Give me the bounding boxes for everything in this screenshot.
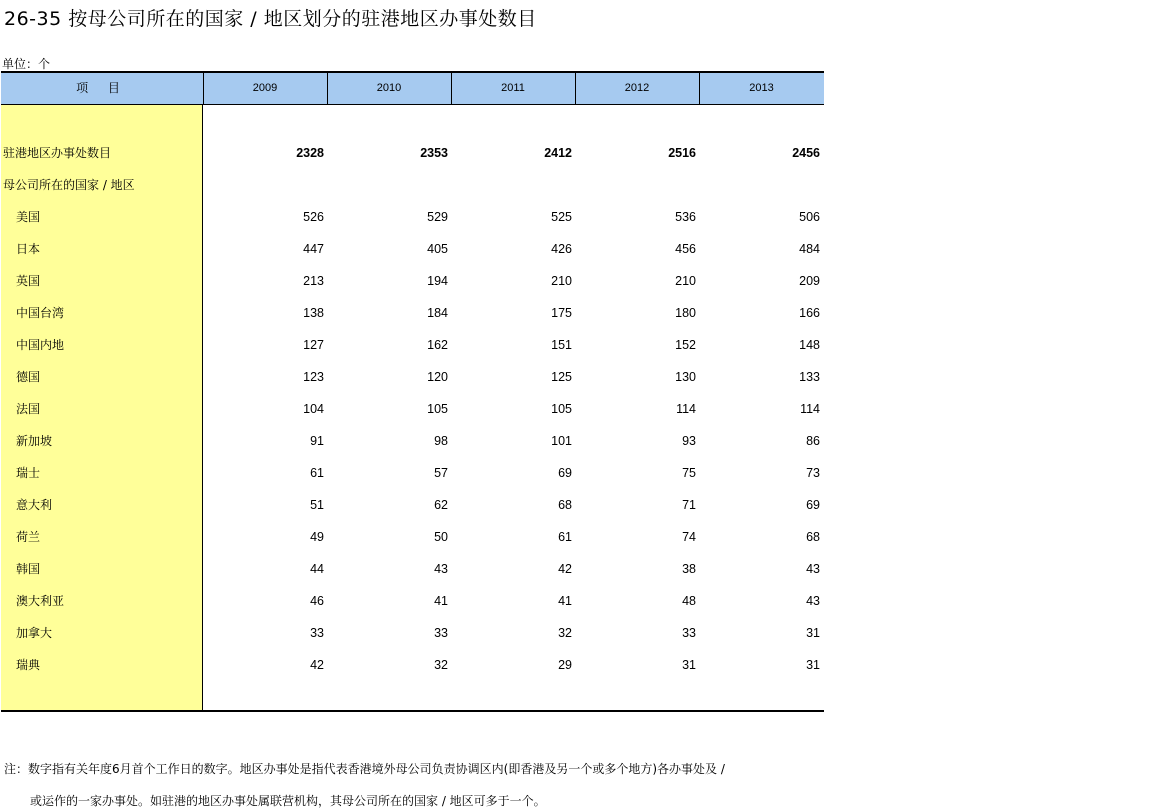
cell-value: 62 [434,498,448,512]
cell-value: 456 [675,242,696,256]
cell-value: 525 [551,210,572,224]
cell-value: 33 [682,626,696,640]
cell-value: 2516 [668,146,696,160]
table-row [1,591,824,611]
cell-value: 48 [682,594,696,608]
cell-value: 120 [427,370,448,384]
cell-value: 68 [806,530,820,544]
cell-value: 43 [806,562,820,576]
header-year-2011: 2011 [501,82,525,94]
table-row [1,495,824,515]
cell-value: 86 [806,434,820,448]
table-row [1,655,824,675]
data-table [1,71,824,712]
cell-value: 484 [799,242,820,256]
cell-value: 526 [303,210,324,224]
cell-value: 69 [806,498,820,512]
cell-value: 31 [806,626,820,640]
cell-value: 133 [799,370,820,384]
table-row [1,303,824,323]
cell-value: 71 [682,498,696,512]
cell-value: 43 [806,594,820,608]
table-row [1,367,824,387]
row-label: 瑞士 [16,466,41,480]
row-label: 中国台湾 [16,306,65,320]
table-row [1,559,824,579]
cell-value: 2328 [296,146,324,160]
row-label: 日本 [16,242,41,256]
cell-value: 68 [558,498,572,512]
footnote-line-1: 注：数字指有关年度6月首个工作日的数字。地区办事处是指代表香港境外母公司负责协调区内(即香港及另一个或多个地方)各办事处及 / [4,762,725,776]
footnote-line-2: 或运作的一家办事处。如驻港的地区办事处属联营机构，其母公司所在的国家 / 地区可多于一个。 [30,794,546,808]
cell-value: 32 [558,626,572,640]
table-row-section [1,175,824,195]
table-header [1,73,824,105]
cell-value: 184 [427,306,448,320]
cell-value: 148 [799,338,820,352]
cell-value: 32 [434,658,448,672]
cell-value: 43 [434,562,448,576]
table-row [1,463,824,483]
header-year-2009: 2009 [252,82,278,94]
row-label: 英国 [16,274,41,288]
cell-value: 41 [558,594,572,608]
cell-value: 2412 [544,146,572,160]
cell-value: 98 [434,434,448,448]
row-label: 美国 [16,210,41,224]
cell-value: 210 [675,274,696,288]
cell-value: 162 [427,338,448,352]
header-divider [203,73,204,104]
cell-value: 29 [558,658,572,672]
cell-value: 180 [675,306,696,320]
table-row [1,527,824,547]
cell-value: 46 [310,594,324,608]
cell-value: 101 [551,434,572,448]
cell-value: 123 [303,370,324,384]
cell-value: 61 [310,466,324,480]
cell-value: 31 [682,658,696,672]
header-divider [451,73,452,104]
table-row [1,431,824,451]
header-item: 项 目 [76,81,128,95]
cell-value: 194 [427,274,448,288]
cell-value: 38 [682,562,696,576]
cell-value: 138 [303,306,324,320]
table-row [1,207,824,227]
cell-value: 93 [682,434,696,448]
header-year-2013: 2013 [749,82,774,94]
cell-value: 50 [434,530,448,544]
cell-value: 69 [558,466,572,480]
header-divider [699,73,700,104]
row-label: 新加坡 [16,434,53,448]
cell-value: 405 [427,242,448,256]
cell-value: 114 [676,402,696,416]
cell-value: 529 [427,210,448,224]
cell-value: 91 [310,434,324,448]
table-row [1,271,824,291]
cell-value: 42 [310,658,324,672]
cell-value: 41 [434,594,448,608]
cell-value: 33 [310,626,324,640]
row-label: 法国 [16,402,41,416]
cell-value: 61 [558,530,572,544]
cell-value: 447 [303,242,324,256]
table-row [1,335,824,355]
cell-value: 210 [551,274,572,288]
cell-value: 73 [806,466,820,480]
cell-value: 127 [303,338,324,352]
cell-value: 42 [558,562,572,576]
header-year-2012: 2012 [624,82,650,94]
page-title: 26-35 按母公司所在的国家 / 地区划分的驻港地区办事处数目 [4,8,537,30]
cell-value: 166 [799,306,820,320]
cell-value: 130 [675,370,696,384]
row-label: 中国内地 [16,338,65,352]
unit-label: 单位：个 [2,57,51,71]
cell-value: 2353 [420,146,448,160]
cell-value: 31 [806,658,820,672]
cell-value: 49 [310,530,324,544]
cell-value: 426 [551,242,572,256]
cell-value: 74 [682,530,696,544]
table-row-total [1,143,824,163]
cell-value: 44 [310,562,324,576]
cell-value: 2456 [792,146,820,160]
row-label: 德国 [16,370,41,384]
cell-value: 152 [675,338,696,352]
cell-value: 57 [434,466,448,480]
row-label: 澳大利亚 [16,594,65,608]
cell-value: 33 [434,626,448,640]
cell-value: 105 [427,402,448,416]
cell-value: 151 [551,338,572,352]
cell-value: 209 [799,274,820,288]
row-label: 瑞典 [16,658,41,672]
row-label: 韩国 [16,562,41,576]
section-label: 母公司所在的国家 / 地区 [3,178,135,192]
cell-value: 104 [303,402,324,416]
cell-value: 506 [799,210,820,224]
row-label: 加拿大 [16,626,53,640]
cell-value: 125 [551,370,572,384]
cell-value: 213 [303,274,324,288]
cell-value: 114 [800,402,820,416]
table-row [1,623,824,643]
table-row [1,239,824,259]
header-divider [575,73,576,104]
row-label: 驻港地区办事处数目 [3,146,112,160]
cell-value: 175 [551,306,572,320]
cell-value: 75 [682,466,696,480]
row-label: 意大利 [16,498,53,512]
table-row [1,399,824,419]
header-year-2010: 2010 [376,82,402,94]
cell-value: 51 [310,498,324,512]
header-divider [327,73,328,104]
row-label: 荷兰 [16,530,41,544]
cell-value: 536 [675,210,696,224]
cell-value: 105 [551,402,572,416]
